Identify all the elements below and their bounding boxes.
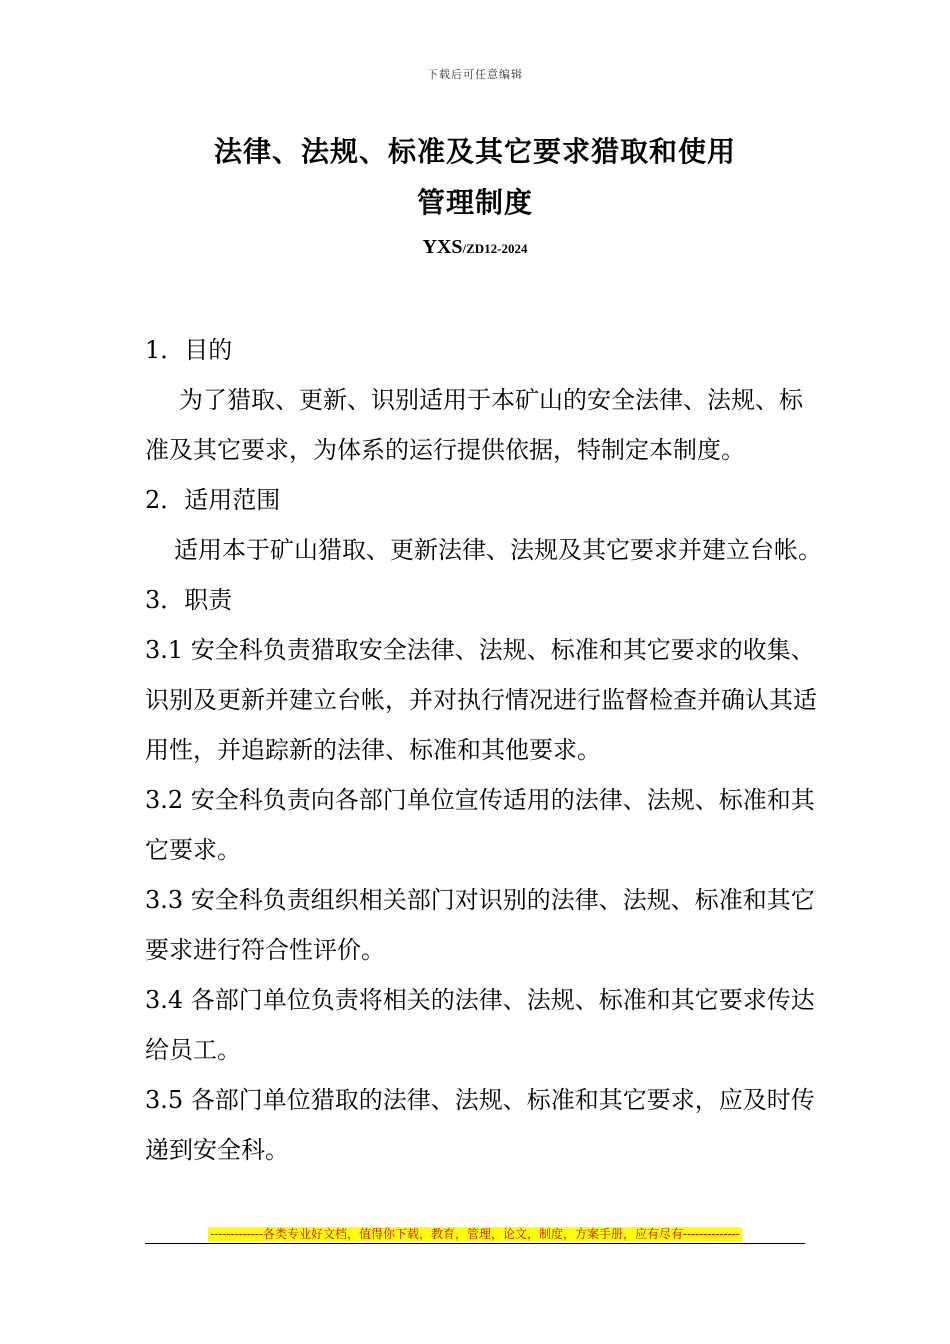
footer-divider — [145, 1243, 805, 1244]
document-body — [145, 325, 825, 1175]
section-2-heading: 2．适用范围 — [145, 486, 281, 514]
document-code-main: YXS — [422, 236, 463, 258]
footer-banner-text: -------------各类专业好文档，值得你下载，教育，管理，论文，制度，方案手册，应有尽有-------------- — [210, 1227, 740, 1241]
section-1-heading: 1．目的 — [145, 336, 233, 364]
document-code — [0, 236, 950, 259]
section-3-3-paragraph: 3.3 安全科负责组织相关部门对识别的法律、法规、标准和其它要求进行符合性评价。 — [145, 886, 815, 964]
section-3-1-paragraph: 3.1 安全科负责猎取安全法律、法规、标准和其它要求的收集、识别及更新并建立台帐，并对执行情况进行监督检查并确认其适用性，并追踪新的法律、标准和其他要求。 — [145, 636, 817, 764]
section-3-4-paragraph: 3.4 各部门单位负责将相关的法律、法规、标准和其它要求传达给员工。 — [145, 986, 815, 1064]
header-note: 下载后可任意编辑 — [427, 68, 523, 81]
document-code-sub: /ZD12-2024 — [462, 241, 528, 256]
document-title-line1: 法律、法规、标准及其它要求猎取和使用 — [213, 135, 736, 168]
section-2-paragraph: 适用本于矿山猎取、更新法律、法规及其它要求并建立台帐。 — [174, 536, 822, 564]
section-3-heading: 3．职责 — [145, 586, 233, 614]
footer-banner — [145, 1225, 805, 1242]
section-3-2-paragraph: 3.2 安全科负责向各部门单位宣传适用的法律、法规、标准和其它要求。 — [145, 786, 815, 864]
document-title-line2: 管理制度 — [416, 186, 533, 219]
section-3-5-paragraph: 3.5 各部门单位猎取的法律、法规、标准和其它要求，应及时传递到安全科。 — [145, 1086, 815, 1164]
section-1-paragraph: 为了猎取、更新、识别适用于本矿山的安全法律、法规、标准及其它要求，为体系的运行提供依据，特制定本制度。 — [145, 386, 803, 464]
